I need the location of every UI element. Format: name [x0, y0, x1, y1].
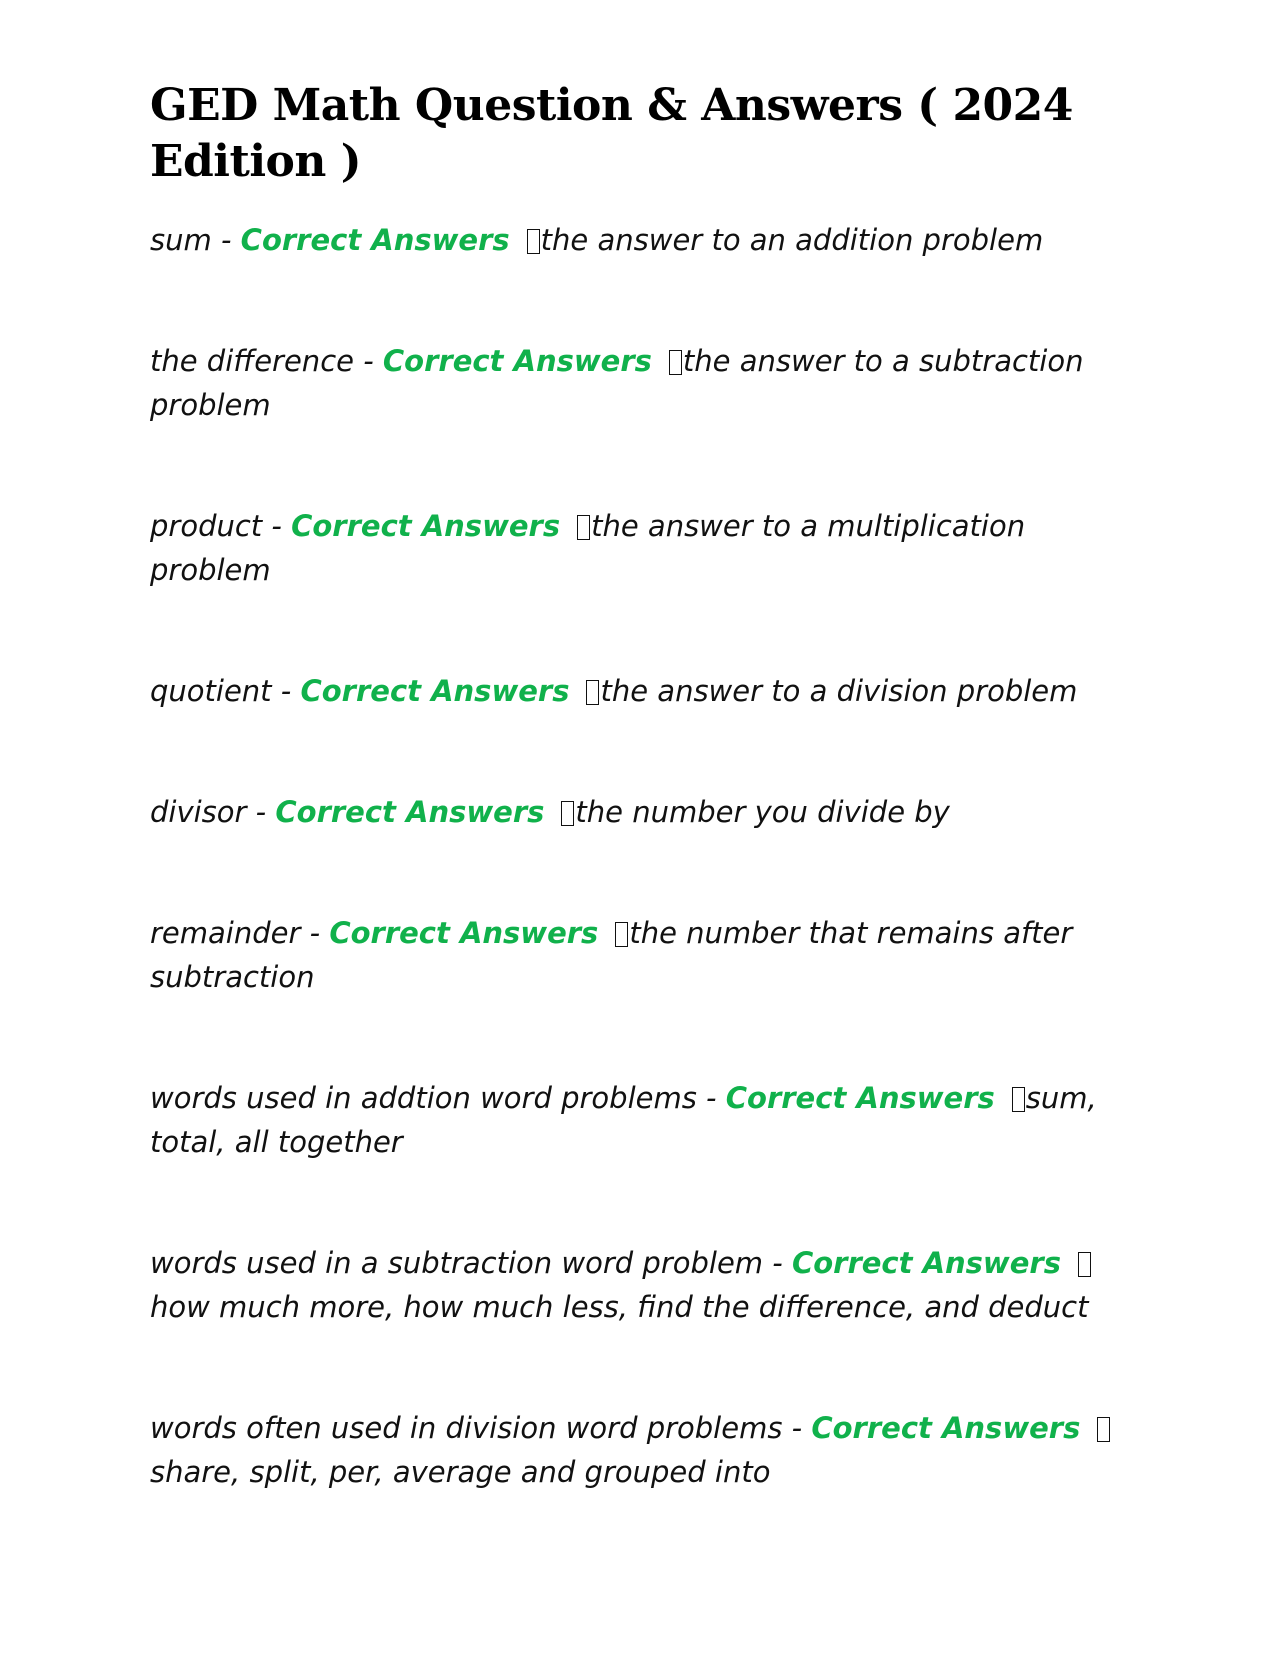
correct-answers-label: Correct Answers — [811, 1411, 1081, 1445]
term: words used in addtion word problems — [150, 1081, 697, 1115]
answer: share, split, per, average and grouped into — [150, 1455, 771, 1489]
missing-glyph-box-icon — [577, 515, 590, 540]
term: quotient — [150, 674, 272, 708]
answer: the number that remains after subtraction — [150, 916, 1073, 994]
term: remainder — [150, 916, 301, 950]
correct-answers-label: Correct Answers — [300, 674, 570, 708]
correct-answers-label: Correct Answers — [291, 509, 561, 543]
document-title: GED Math Question & Answers ( 2024 Edition ) — [150, 80, 1073, 187]
qa-item-division-words: words often used in division word problems - Correct Answersshare, split, per, average and grouped into — [150, 1406, 1130, 1494]
qa-item-remainder: remainder - Correct Answers the number that remains after subtraction — [150, 916, 1073, 994]
qa-item-divisor: divisor - Correct Answers the number you divide by — [150, 795, 950, 829]
answer: the answer to a subtraction problem — [150, 344, 1084, 422]
correct-answers-label: Correct Answers — [382, 344, 652, 378]
missing-glyph-box-icon — [586, 680, 599, 705]
qa-item-addition-words: words used in addtion word problems - Correct Answers sum, total, all together — [150, 1081, 1097, 1159]
document-page — [150, 78, 1130, 1494]
term: words often used in division word problems — [150, 1411, 783, 1445]
missing-glyph-box-icon — [669, 350, 682, 375]
answer: the number you divide by — [575, 795, 950, 829]
answer: the answer to a division problem — [600, 674, 1078, 708]
correct-answers-label: Correct Answers — [240, 223, 510, 257]
missing-glyph-box-icon — [1097, 1417, 1110, 1442]
missing-glyph-box-icon — [1012, 1087, 1025, 1112]
answer: how much more, how much less, find the difference, and deduct — [150, 1290, 1089, 1324]
term: the difference — [150, 344, 354, 378]
missing-glyph-box-icon — [615, 922, 628, 947]
qa-item-difference: the difference - Correct Answers the answer to a subtraction problem — [150, 344, 1084, 422]
correct-answers-label: Correct Answers — [275, 795, 545, 829]
missing-glyph-box-icon — [561, 801, 574, 826]
correct-answers-label: Correct Answers — [725, 1081, 995, 1115]
term: product — [150, 509, 263, 543]
missing-glyph-box-icon — [1078, 1252, 1091, 1277]
missing-glyph-box-icon — [527, 229, 540, 254]
qa-item-subtraction-words: words used in a subtraction word problem - Correct Answershow much more, how much less, find the difference, and deduct — [150, 1241, 1130, 1329]
answer: the answer to an addition problem — [540, 223, 1044, 257]
qa-item-quotient: quotient - Correct Answers the answer to a division problem — [150, 674, 1078, 708]
term: divisor — [150, 795, 247, 829]
answer: the answer to a multiplication problem — [150, 509, 1026, 587]
qa-item-sum: sum - Correct Answers the answer to an addition problem — [150, 223, 1044, 257]
term: sum — [150, 223, 212, 257]
answer: sum, total, all together — [150, 1081, 1097, 1159]
correct-answers-label: Correct Answers — [791, 1246, 1061, 1280]
correct-answers-label: Correct Answers — [329, 916, 599, 950]
qa-item-product: product - Correct Answers the answer to a multiplication problem — [150, 509, 1026, 587]
term: words used in a subtraction word problem — [150, 1246, 764, 1280]
